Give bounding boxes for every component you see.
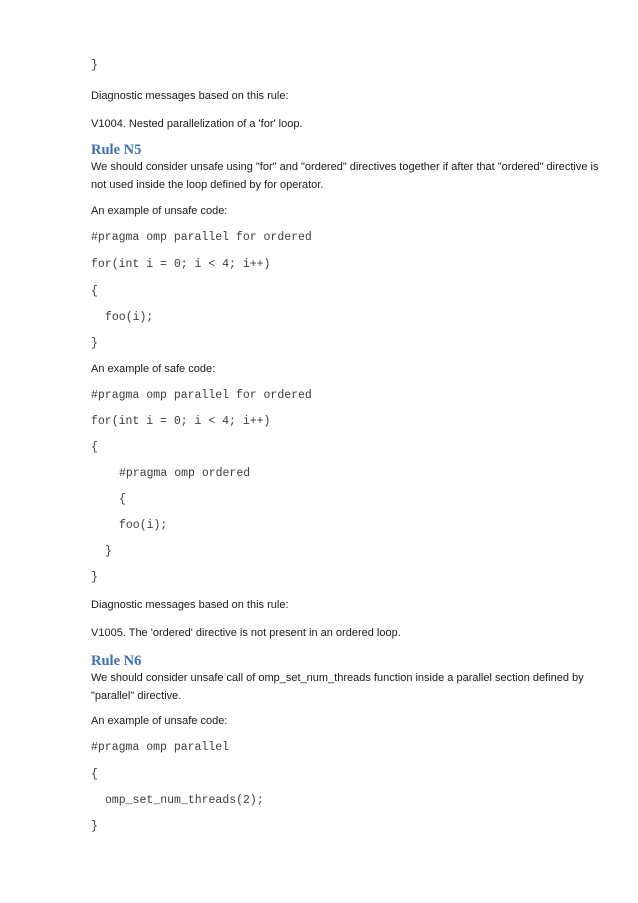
code-line: {	[91, 285, 98, 298]
unsafe-example-label: An example of unsafe code:	[91, 715, 228, 727]
code-line: #pragma omp parallel for ordered	[91, 389, 312, 402]
code-line: }	[91, 571, 98, 584]
code-line: {	[91, 768, 98, 781]
code-line: }	[91, 337, 98, 350]
code-line: #pragma omp ordered	[119, 467, 251, 480]
code-line: for(int i = 0; i < 4; i++)	[91, 258, 271, 271]
code-line: for(int i = 0; i < 4; i++)	[91, 415, 271, 428]
code-line: #pragma omp parallel	[91, 741, 230, 754]
code-line: }	[105, 545, 112, 558]
code-line: {	[119, 493, 126, 506]
rule-heading-n6: Rule N6	[91, 653, 142, 669]
code-line: }	[91, 59, 98, 72]
rule-description: We should consider unsafe using "for" and "ordered" directives together if after that "ordered" directive is not used inside the loop defined by for operator.	[91, 161, 599, 191]
diagnostic-label: Diagnostic messages based on this rule:	[91, 90, 289, 102]
rule-heading-n5: Rule N5	[91, 142, 142, 158]
code-line: #pragma omp parallel for ordered	[91, 231, 312, 244]
code-line: {	[91, 441, 98, 454]
diagnostic-message: V1005. The 'ordered' directive is not present in an ordered loop.	[91, 627, 401, 639]
diagnostic-label: Diagnostic messages based on this rule:	[91, 599, 289, 611]
safe-example-label: An example of safe code:	[91, 363, 216, 375]
diagnostic-message: V1004. Nested parallelization of a 'for' loop.	[91, 118, 303, 130]
code-line: omp_set_num_threads(2);	[105, 794, 264, 807]
rule-description: We should consider unsafe call of omp_set_num_threads function inside a parallel section defined by "parallel" directive.	[91, 672, 584, 702]
code-line: foo(i);	[119, 519, 168, 532]
unsafe-example-label: An example of unsafe code:	[91, 205, 228, 217]
code-line: }	[91, 820, 98, 833]
code-line: foo(i);	[105, 311, 154, 324]
